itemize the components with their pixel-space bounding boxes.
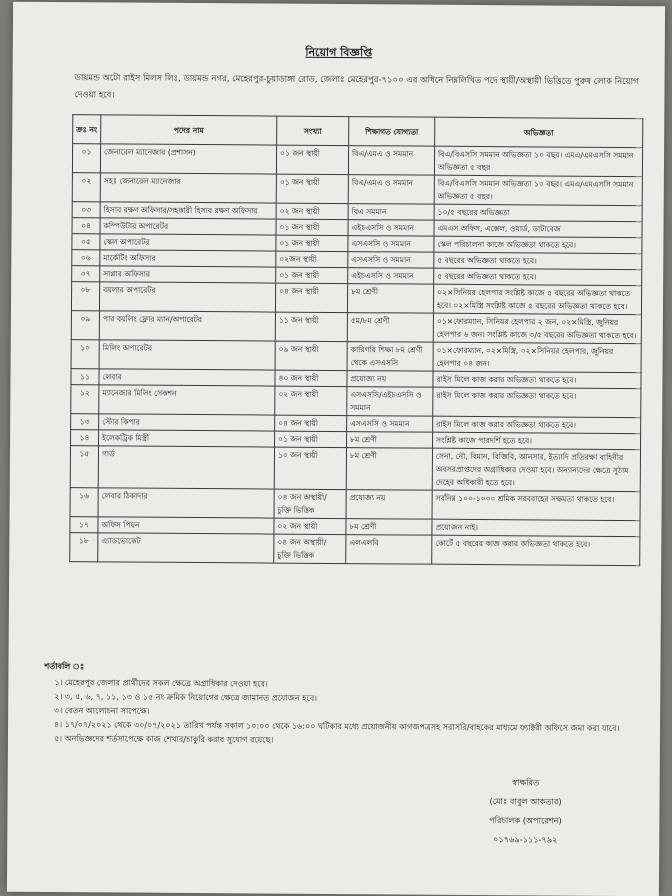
terms-heading: শর্তাবলি ঃ: [44, 661, 85, 672]
terms-item: ২। ৩, ৫, ৬, ৭, ১১, ১৩ ও ১৫ নং ক্রমিক নিয়োগের ক্ষেত্রে জামানত প্রযোজন হবে।: [54, 692, 318, 703]
cell-education: প্রযোজ্য নয়: [346, 490, 432, 520]
table-row: [70, 488, 640, 521]
cell-sl: ১৮: [70, 533, 98, 562]
terms-item: ১। মেহেরপুর জেলার প্রার্থীদের সকল ক্ষেত্রে অগ্রাধিকার দেওয়া হবে।: [54, 678, 268, 689]
notice-title: নিয়োগ বিজ্ঞপ্তি: [305, 45, 373, 60]
cell-sl: ০৫: [72, 234, 100, 250]
terms-item: ৪। ১৭/০৭/২০২১ থেকে ৩০/০৭/২০২১ তারিখ পর্যন্ত সকাল ১০:০০ থেকে ১৬:০০ ঘটিকার মধ্যে প্রয়োজনীয় কাগজপত্রসহ সরাসরি/বাহকের মাধ্যমে ফ্যাক্টরী অফিসে জমা করা যাবে।: [54, 720, 620, 733]
cell-post: বয়লার অপারেটর: [99, 282, 275, 312]
cell-count: ০৪ জন অস্থায়ী/ চুক্তি ভিত্তিক: [274, 489, 346, 519]
cell-post: সহঃ জেনারেল ম্যানেজার: [100, 173, 276, 203]
intro-text: ডায়মন্ড অটো রাইস মিলস লিঃ, ডায়মন্ড নগর, মেহেরপুর-চুয়াডাঙ্গা রোড, জেলাঃ মেহেরপুর-৭১০০ এর অধিনে নিম্নলিখিত পদে স্থায়ী/অস্থায়ী ভিত্তিতে পুরুষ লোক নিয়োগ দেওয়া হবে।: [74, 73, 639, 101]
signature-label: স্বাক্ষরিত: [512, 777, 540, 788]
cell-count: ০১ জন স্থায়ী: [276, 145, 348, 175]
cell-experience: রাইস মিলে কাজ করার অভিজ্ঞতা থাকতে হবে।: [433, 416, 641, 433]
cell-sl: ১৭: [70, 517, 98, 533]
cell-count: ০৯ জন স্থায়ী: [275, 341, 347, 371]
cell-count: ০৪ জন স্থায়ী: [275, 415, 347, 432]
cell-count: ০১ জন স্থায়ী: [276, 267, 348, 284]
header-count: সংখ্যা: [277, 116, 349, 146]
table-row: [72, 144, 642, 177]
cell-sl: ০৬: [72, 250, 100, 266]
cell-sl: ০৩: [72, 202, 100, 218]
cell-education: এসএসসি ও সমমান: [348, 252, 434, 269]
cell-post: সাপ্লার অফিসার: [100, 266, 276, 283]
terms-item: ৫। অনভিজ্ঞদের শর্তসাপেক্ষে কাজ শেখার/চাকুরি করার সুযোগ রয়েছে।: [53, 734, 274, 745]
cell-count: ১১ জন স্থায়ী: [275, 312, 347, 342]
cell-education: এইচএসসি ও সমমান: [348, 220, 434, 237]
cell-education: বিএ সমমান: [348, 204, 434, 221]
cell-education: ৮ম শ্রেণী: [347, 284, 433, 314]
signatory-designation: পরিচালক (অপারেশন): [489, 815, 562, 826]
cell-experience: কোর্টে ৫ বছরের কাজ করার অভিজ্ঞতা থাকতে হবে।: [432, 535, 640, 565]
cell-sl: ১২: [71, 385, 99, 414]
cell-education: ৮ম শ্রেণী: [347, 432, 433, 449]
cell-count: ০৪ জন স্থায়ী: [275, 283, 347, 313]
cell-experience: রাইস মিলে কাজ করার অভিজ্ঞতা থাকতে হবে।: [433, 371, 641, 388]
cell-sl: ১৬: [70, 488, 98, 517]
cell-count: ০১ জন স্থায়ী: [276, 174, 348, 204]
cell-experience: ৫ বছরের অভিজ্ঞতা থাকতে হবে।: [434, 268, 642, 285]
header-post: পদের নাম: [101, 115, 277, 145]
cell-experience: স্কেল পরিচালনা কাজে অভিজ্ঞতা থাকতে হবে।: [434, 236, 642, 253]
cell-count: ০২ জন স্থায়ী: [275, 386, 347, 416]
cell-education: এইচএসসি ও সমমান: [348, 268, 434, 285]
signatory-phone: ০১৭৬৯-১১১-৭৯২: [493, 834, 558, 845]
table-row: [71, 282, 641, 315]
cell-experience: সংশ্লিষ্ট কাজে পারদর্শি হতে হবে।: [433, 432, 641, 449]
cell-post: ম্যানেজার মিলিং সেকশন: [99, 385, 275, 415]
cell-education: প্রযোজ্য নয়: [347, 371, 433, 388]
terms-item: ৩। বেতন আলোচনা সাপেক্ষে।: [54, 706, 150, 716]
cell-count: ১০ জন স্থায়ী: [274, 447, 346, 490]
cell-post: লেবার ঠিকাদার: [98, 488, 274, 518]
signature-block: [455, 773, 596, 850]
cell-experience: ০২×সিনিয়র হেলপার সংশ্লিষ্ট কাজে ৫ বছরের অভিজ্ঞতা থাকতে হবে। ০২×মিস্ত্রি সংশ্লিষ্ট কাজে ৫ বছরের অভিজ্ঞতা থাকতে হবে।: [433, 284, 641, 314]
terms-section: [44, 660, 641, 750]
cell-count: ০১ জন স্থায়ী: [275, 431, 347, 448]
cell-sl: ০৪: [72, 218, 100, 234]
cell-count: ০১ জন স্থায়ী: [276, 235, 348, 252]
table-row: [70, 533, 640, 566]
cell-experience: প্রয়োজন নাই।: [432, 519, 640, 536]
cell-education: ৮ম শ্রেণী: [346, 448, 432, 491]
cell-education: বিএ/এমএ ও সমমান: [348, 175, 434, 205]
cell-sl: ০৭: [72, 266, 100, 282]
header-sl: ক্রঃ নং: [73, 115, 101, 144]
table-row: [71, 385, 641, 418]
cell-post: স্টোর কিপার: [99, 414, 275, 431]
cell-education: এসএসসি/এইচএসসি ও সমমান: [347, 387, 433, 417]
cell-sl: ০২: [72, 173, 100, 202]
table-row: [72, 173, 642, 206]
cell-post: অফিস পিয়ন: [98, 517, 274, 534]
cell-education: ৫ম/৮ম শ্রেণী: [347, 313, 433, 343]
cell-experience: বিএ/বিএসসি সমমান অভিজ্ঞতা ১০ বছর। এমএ/এমএসসি সমমান অভিজ্ঞতা ৫ বছর।: [434, 175, 642, 205]
cell-count: ০২ জন স্থায়ী: [276, 203, 348, 220]
cell-education: বিএ/এমএ ও সমমান: [348, 146, 434, 176]
cell-experience: ৫ বছরের অভিজ্ঞতা থাকতে হবে।: [434, 252, 642, 269]
cell-count: ০১ জন স্থায়ী: [276, 219, 348, 236]
cell-count: ৪০ জন স্থায়ী: [275, 370, 347, 387]
cell-post: এ্যাডভোকেট: [98, 533, 274, 563]
table-row: [70, 446, 640, 492]
table-row: [71, 311, 641, 344]
cell-post: পার বয়লিং ফ্লোর ম্যান/অপারেটর: [99, 311, 275, 341]
cell-experience: রাইস মিলে কাজ করার অভিজ্ঞতা থাকতে হবে।: [433, 387, 641, 417]
cell-experience: সেনা, নৌ, বিমান, বিজিবি, আনসার, ইত্যাদি প্রতিরক্ষা বাহিনীর অবসরপ্রাপ্তদের অগ্রাধিকার দেওয়া হবে। অন্যান্যদের ক্ষেত্রে সুঠাম দেহের অধিকারী হতে হবে।: [432, 448, 640, 491]
header-education: শিক্ষাগত যোগ্যতা: [349, 117, 435, 147]
cell-education: এসএসসি ও সমমান: [347, 416, 433, 433]
header-experience: অভিজ্ঞতা: [435, 117, 643, 147]
table-row: [71, 340, 641, 373]
cell-sl: ১০: [71, 340, 99, 369]
cell-experience: ০১×ফোরম্যান, ০২×মিস্ত্রি, ০২×সিনিয়র হেলপার, জুনিয়র হেলপার ০৪ জন।: [433, 342, 641, 372]
cell-education: কারিগরি শিক্ষা ৮ম শ্রেণী থেকে এসএসসি: [347, 342, 433, 372]
cell-post: হিসাব রক্ষণ অফিসার/সহকারী হিসাব রক্ষণ অফিসার: [100, 202, 276, 219]
cell-sl: ০৮: [71, 282, 99, 311]
cell-sl: ১৪: [71, 430, 99, 446]
cell-sl: ১১: [71, 369, 99, 385]
cell-post: জেনারেল ম্যানেজার (প্রশাসন): [100, 144, 276, 174]
cell-experience: বিএ/বিএসসি সমমান অভিজ্ঞতা ১০ বছর। এমএ/এমএসসি সমমান অভিজ্ঞতা ৫ বছর: [434, 146, 642, 176]
cell-post: স্কেল অপারেটর: [100, 234, 276, 251]
cell-education: এসএসসি ও সমমান: [348, 236, 434, 253]
cell-experience: ০১×ফোরম্যান, সিনিয়র হেলপার ২ জন, ০২×মিস্ত্রি, জুনিয়র হেলপার ৬ জন। সংশ্লিষ্ট কাজে ৩/৫ বছরের অভিজ্ঞতা থাকতে হবে।: [433, 313, 641, 343]
cell-experience: সর্বনিম্ন ১০০-১০০০ শ্রমিক সরবরাহের সক্ষমতা থাকতে হবে।: [432, 490, 640, 520]
cell-count: ০২জন স্থায়ী: [276, 251, 348, 268]
cell-education: এলএলবি: [346, 535, 432, 565]
cell-count: ০৪ জন অস্থায়ী/ চুক্তি ভিত্তিক: [274, 534, 346, 564]
signatory-name: (মোঃ বাবুল আকতার): [489, 796, 562, 807]
job-table: [69, 114, 643, 566]
cell-sl: ০৯: [71, 311, 99, 340]
cell-post: ইলেকট্রিক মিস্ত্রী: [99, 430, 275, 447]
cell-experience: ১০/৫ বছরের অভিজ্ঞতা: [434, 204, 642, 221]
cell-sl: ০১: [72, 144, 100, 173]
cell-education: ৮ম শ্রেণী: [346, 519, 432, 536]
table-header-row: [73, 115, 643, 148]
cell-post: কম্পিউটার অপারেটর: [100, 218, 276, 235]
cell-post: লেবার: [99, 369, 275, 386]
cell-post: মিলিং অপারেটর: [99, 340, 275, 370]
cell-experience: এমএস অফিস, এক্সেল, ওয়ার্ড, ডাটাবেজ: [434, 220, 642, 237]
cell-count: ০২ জন স্থায়ী: [274, 518, 346, 535]
cell-sl: ১৩: [71, 414, 99, 430]
notice-page: [7, 2, 665, 896]
cell-post: গার্ড: [98, 446, 274, 489]
cell-sl: ১৫: [70, 446, 98, 488]
cell-post: মার্কেটিং অফিসার: [100, 250, 276, 267]
